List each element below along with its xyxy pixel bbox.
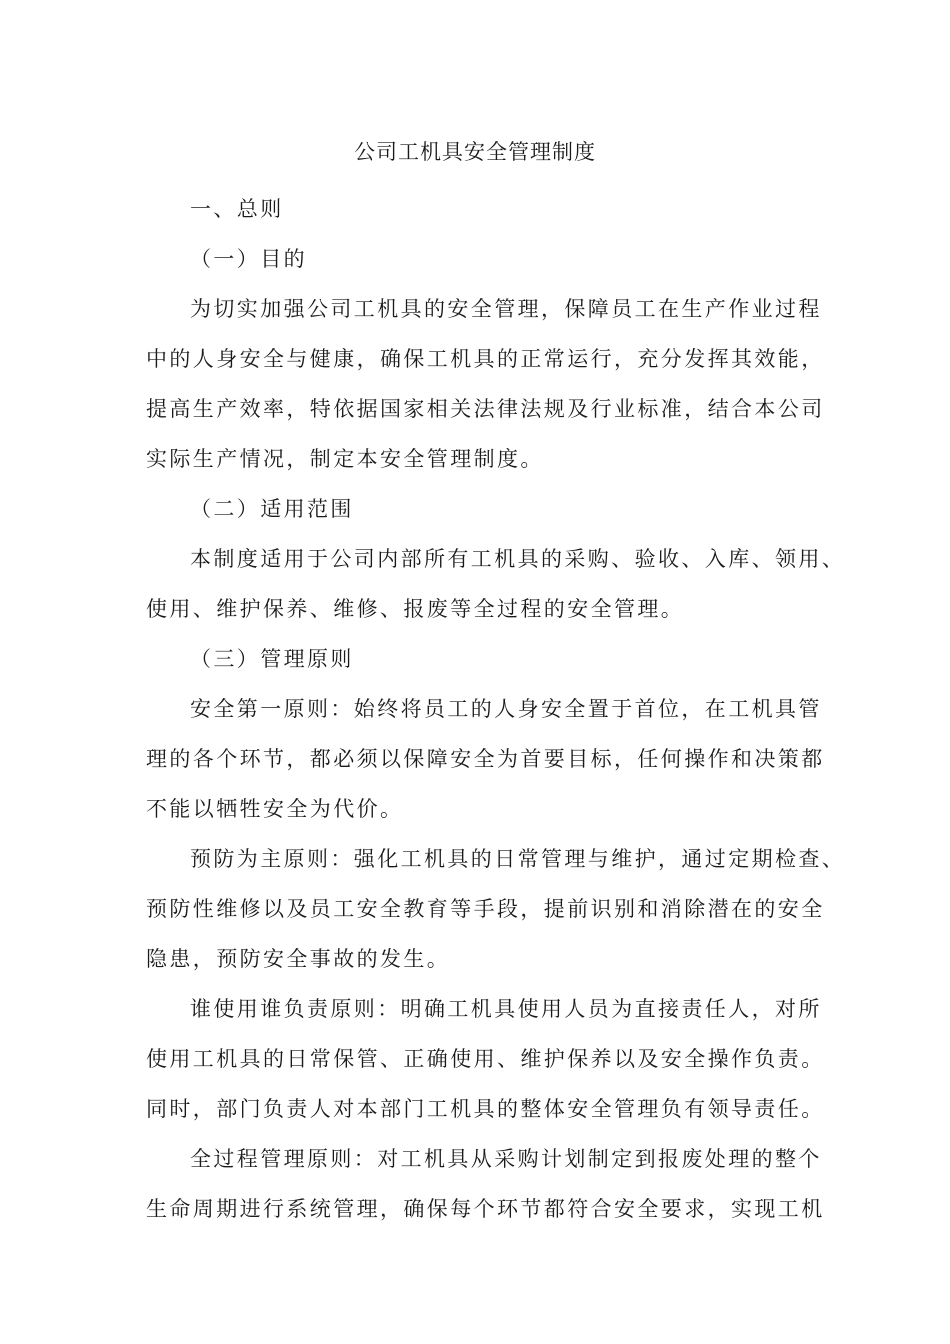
text-line: 生命周期进行系统管理，确保每个环节都符合安全要求，实现工机	[146, 1197, 825, 1221]
subsection-heading-scope: （二）适用范围	[190, 497, 354, 521]
text-line: 提高生产效率，特依据国家相关法律法规及行业标准，结合本公司	[146, 397, 825, 421]
text-line: 中的人身安全与健康，确保工机具的正常运行，充分发挥其效能，	[146, 347, 825, 371]
text-line: 谁使用谁负责原则：明确工机具使用人员为直接责任人，对所	[190, 997, 822, 1021]
subsection-heading-purpose: （一）目的	[190, 247, 307, 271]
text-line: 本制度适用于公司内部所有工机具的采购、验收、入库、领用、	[190, 547, 846, 571]
text-line: 预防为主原则：强化工机具的日常管理与维护，通过定期检查、	[190, 847, 846, 871]
text-line: 为切实加强公司工机具的安全管理，保障员工在生产作业过程	[190, 297, 822, 321]
text-line: 预防性维修以及员工安全教育等手段，提前识别和消除潜在的安全	[146, 897, 825, 921]
document-body	[146, 184, 846, 1234]
text-line: 实际生产情况，制定本安全管理制度。	[146, 447, 544, 471]
text-line: 同时，部门负责人对本部门工机具的整体安全管理负有领导责任。	[146, 1097, 825, 1121]
text-line: 不能以牺牲安全为代价。	[146, 797, 404, 821]
text-line: 安全第一原则：始终将员工的人身安全置于首位，在工机具管	[190, 697, 822, 721]
document-title: 公司工机具安全管理制度	[354, 140, 596, 164]
text-line: 全过程管理原则：对工机具从采购计划制定到报废处理的整个	[190, 1147, 822, 1171]
text-line: 理的各个环节，都必须以保障安全为首要目标，任何操作和决策都	[146, 747, 825, 771]
text-line: 使用、维护保养、维修、报废等全过程的安全管理。	[146, 597, 685, 621]
section-heading-general: 一、总则	[190, 197, 284, 221]
text-line: 隐患，预防安全事故的发生。	[146, 947, 451, 971]
subsection-heading-principles: （三）管理原则	[190, 647, 354, 671]
text-line: 使用工机具的日常保管、正确使用、维护保养以及安全操作负责。	[146, 1047, 825, 1071]
